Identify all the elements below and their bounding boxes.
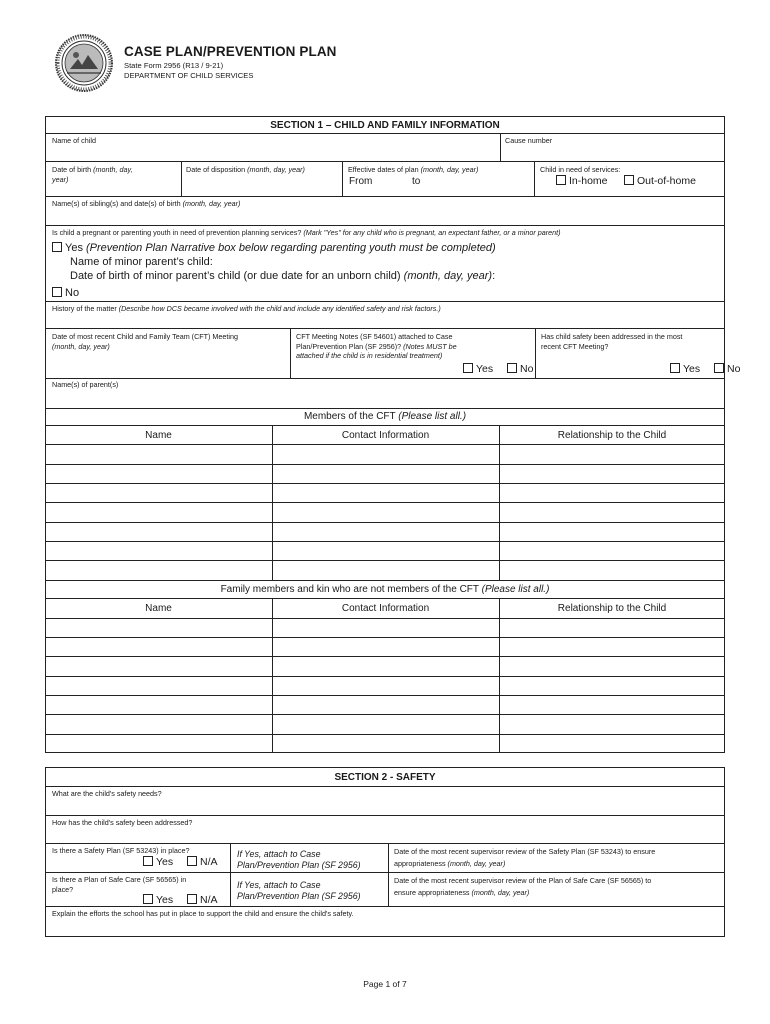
pregnant-question: Is child a pregnant or parenting youth in need of prevention planning services? (Mark "Yes" for any child who is pregnant, an expectant father, or a minor parent)	[52, 228, 561, 237]
pregnant-no-checkbox[interactable]: No	[52, 287, 79, 299]
checkbox-icon	[670, 363, 680, 373]
checkbox-icon	[187, 894, 197, 904]
cft-members-title: Members of the CFT (Please list all.)	[303, 411, 467, 422]
cft-col-relationship: Relationship to the Child	[557, 430, 667, 441]
kin-title: Family members and kin who are not members of the CFT (Please list all.)	[220, 584, 550, 595]
safe-care-question: Is there a Plan of Safe Care (SF 56565) in place?	[52, 875, 187, 894]
table-row[interactable]	[45, 464, 725, 465]
cft-meeting-date-field[interactable]: Date of most recent Child and Family Team (CFT) Meeting (month, day, year)	[52, 332, 239, 351]
effective-dates-field[interactable]: Effective dates of plan (month, day, year)	[348, 165, 479, 174]
school-efforts-field[interactable]: Explain the efforts the school has put in place to support the child and ensure the child's safety.	[52, 909, 354, 918]
kin-col-name: Name	[145, 603, 172, 614]
form-number: State Form 2956 (R13 / 9-21)	[124, 61, 224, 70]
checkbox-icon	[714, 363, 724, 373]
siblings-field[interactable]: Name(s) of sibling(s) and date(s) of birth (month, day, year)	[52, 199, 241, 208]
pregnant-yes-checkbox[interactable]: Yes (Prevention Plan Narrative box below regarding parenting youth must be completed)	[52, 242, 496, 254]
table-row[interactable]	[45, 695, 725, 696]
checkbox-icon	[52, 242, 62, 252]
table-row[interactable]	[45, 522, 725, 523]
table-row[interactable]	[45, 618, 725, 619]
safety-plan-na-checkbox[interactable]: N/A	[187, 856, 218, 868]
safety-plan-yes-checkbox[interactable]: Yes	[143, 856, 173, 868]
safe-care-na-checkbox[interactable]: N/A	[187, 894, 218, 906]
form-title: CASE PLAN/PREVENTION PLAN	[124, 44, 337, 59]
cft-col-contact: Contact Information	[341, 430, 430, 441]
table-row[interactable]	[45, 714, 725, 715]
table-row[interactable]	[45, 541, 725, 542]
child-need-label: Child in need of services:	[540, 165, 621, 174]
table-row[interactable]	[45, 676, 725, 677]
safety-plan-attach-note: If Yes, attach to Case Plan/Prevention Plan (SF 2956)	[237, 849, 361, 870]
kin-col-contact: Contact Information	[341, 603, 430, 614]
safety-plan-review-date[interactable]: Date of the most recent supervisor review of the Safety Plan (SF 53243) to ensure appropriateness (month, day, year)	[394, 847, 656, 868]
safety-needs-field[interactable]: What are the child's safety needs?	[52, 789, 162, 798]
checkbox-icon	[624, 175, 634, 185]
checkbox-icon	[143, 856, 153, 866]
table-row[interactable]	[45, 444, 725, 445]
dob-label: Date of birth	[52, 165, 92, 174]
safety-cft-question: Has child safety been addressed in the most recent CFT Meeting?	[541, 332, 683, 351]
table-row[interactable]	[45, 656, 725, 657]
table-row[interactable]	[45, 560, 725, 561]
cause-number-field[interactable]: Cause number	[505, 136, 553, 145]
date-of-disposition-field[interactable]: Date of disposition (month, day, year)	[186, 165, 305, 174]
safety-cft-no-checkbox[interactable]: No	[714, 363, 740, 375]
table-row[interactable]	[45, 734, 725, 735]
parents-field[interactable]: Name(s) of parent(s)	[52, 380, 119, 389]
cft-col-name: Name	[145, 430, 172, 441]
safe-care-review-date[interactable]: Date of the most recent supervisor review of the Plan of Safe Care (SF 56565) to ensure appropriateness (month, day, year)	[394, 876, 652, 897]
safety-cft-yes-checkbox[interactable]: Yes	[670, 363, 700, 375]
from-label: From	[349, 176, 373, 187]
checkbox-icon	[463, 363, 473, 373]
safe-care-yes-checkbox[interactable]: Yes	[143, 894, 173, 906]
date-of-birth-field[interactable]: Date of birth (month, day, year)	[52, 165, 133, 184]
cft-notes-no-checkbox[interactable]: No	[507, 363, 533, 375]
checkbox-icon	[143, 894, 153, 904]
cft-notes-yes-checkbox[interactable]: Yes	[463, 363, 493, 375]
out-of-home-checkbox[interactable]: Out-of-home	[624, 175, 696, 187]
checkbox-icon	[556, 175, 566, 185]
section1-title: SECTION 1 – CHILD AND FAMILY INFORMATION	[270, 120, 500, 131]
section2-title: SECTION 2 - SAFETY	[334, 772, 436, 783]
table-row[interactable]	[45, 483, 725, 484]
table-row[interactable]	[45, 637, 725, 638]
page-number: Page 1 of 7	[363, 979, 407, 989]
checkbox-icon	[52, 287, 62, 297]
table-row[interactable]	[45, 502, 725, 503]
safe-care-attach-note: If Yes, attach to Case Plan/Prevention Plan (SF 2956)	[237, 880, 361, 901]
safety-plan-question: Is there a Safety Plan (SF 53243) in place?	[52, 846, 190, 855]
checkbox-icon	[507, 363, 517, 373]
indiana-state-seal-icon	[52, 33, 116, 93]
history-field[interactable]: History of the matter (Describe how DCS became involved with the child and include any identified safety and risk factors.)	[52, 304, 441, 313]
to-label: to	[412, 176, 421, 187]
minor-parent-child-name[interactable]: Name of minor parent’s child:	[70, 256, 213, 268]
name-of-child-field[interactable]: Name of child	[52, 136, 96, 145]
safety-addressed-field[interactable]: How has the child's safety been addressed?	[52, 818, 193, 827]
in-home-checkbox[interactable]: In-home	[556, 175, 608, 187]
checkbox-icon	[187, 856, 197, 866]
cft-notes-question: CFT Meeting Notes (SF 54601) attached to Case Plan/Prevention Plan (SF 2956)? (Notes MUST be attached if the child is in residential treatment)	[296, 332, 457, 360]
kin-col-relationship: Relationship to the Child	[557, 603, 667, 614]
department-name: DEPARTMENT OF CHILD SERVICES	[124, 71, 254, 80]
minor-parent-child-dob[interactable]: Date of birth of minor parent’s child (or due date for an unborn child) (month, day, year):	[70, 270, 496, 282]
